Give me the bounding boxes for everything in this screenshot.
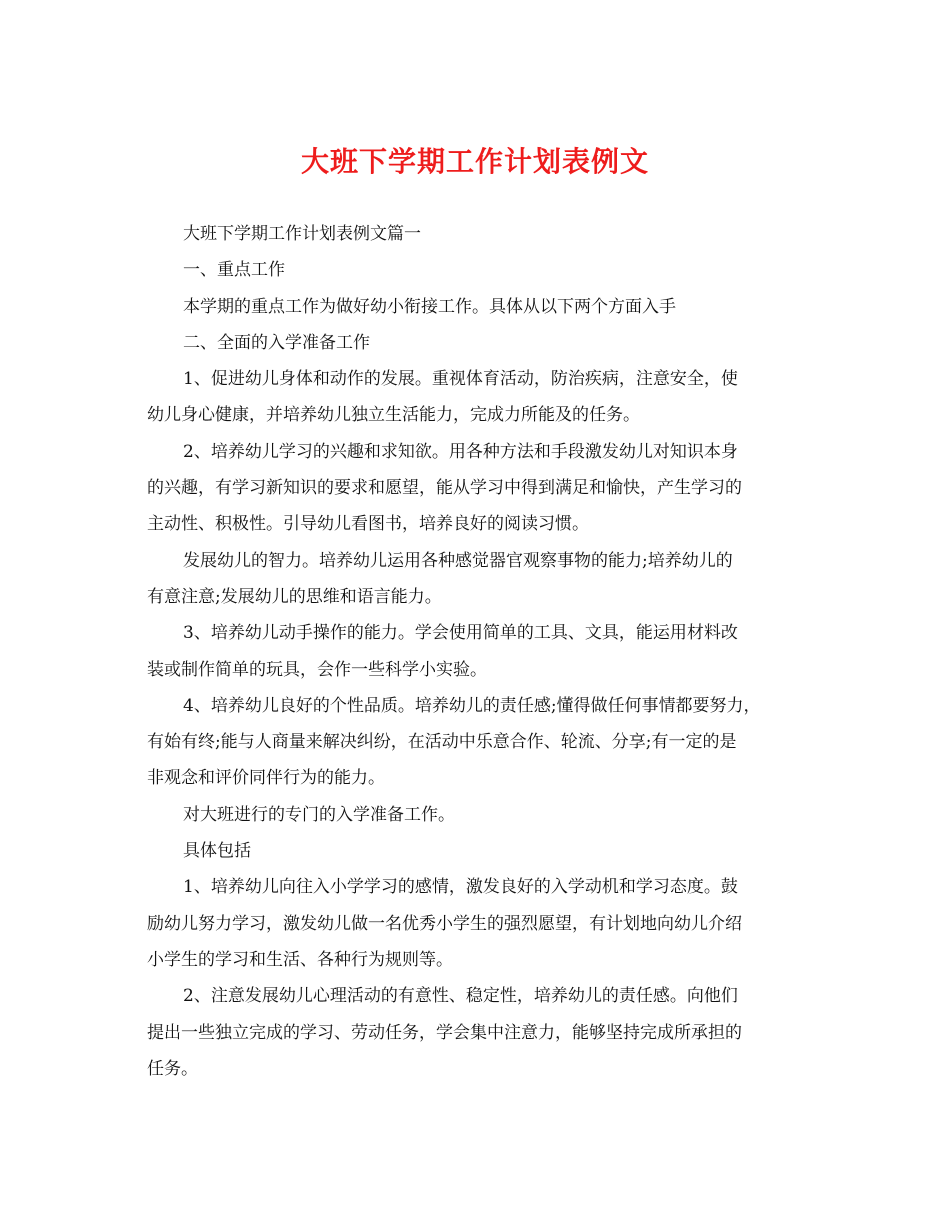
text-line: 3、培养幼儿动手操作的能力。学会使用简单的工具、文具，能运用材料改 bbox=[183, 623, 738, 644]
text-line: 二、全面的入学准备工作 bbox=[183, 332, 370, 353]
text-line: 2、注意发展幼儿心理活动的有意性、稳定性，培养幼儿的责任感。向他们 bbox=[183, 986, 738, 1007]
text-line: 4、培养幼儿良好的个性品质。培养幼儿的责任感;懂得做任何事情都要努力， bbox=[183, 695, 761, 716]
text-line: 非观念和评价同伴行为的能力。 bbox=[147, 768, 385, 789]
document-body bbox=[147, 216, 812, 1087]
document-title: 大班下学期工作计划表例文 bbox=[300, 145, 649, 178]
text-line: 2、培养幼儿学习的兴趣和求知欲。用各种方法和手段激发幼儿对知识本身 bbox=[183, 441, 738, 462]
text-line: 1、促进幼儿身体和动作的发展。重视体育活动，防治疾病，注意安全，使 bbox=[183, 369, 738, 390]
text-line: 装或制作简单的玩具，会作一些科学小实验。 bbox=[147, 659, 487, 680]
text-line: 发展幼儿的智力。培养幼儿运用各种感觉器官观察事物的能力;培养幼儿的 bbox=[183, 550, 733, 571]
text-line: 主动性、积极性。引导幼儿看图书，培养良好的阅读习惯。 bbox=[147, 514, 589, 535]
text-line: 大班下学期工作计划表例文篇一 bbox=[183, 224, 421, 244]
text-line: 幼儿身心健康，并培养幼儿独立生活能力，完成力所能及的任务。 bbox=[147, 405, 640, 426]
text-line: 具体包括 bbox=[183, 841, 251, 862]
text-line: 有始有终;能与人商量来解决纠纷，在活动中乐意合作、轮流、分享;有一定的是 bbox=[147, 732, 737, 753]
text-line: 励幼儿努力学习，激发幼儿做一名优秀小学生的强烈愿望，有计划地向幼儿介绍 bbox=[147, 913, 742, 934]
text-line: 1、培养幼儿向往入小学学习的感情，激发良好的入学动机和学习态度。鼓 bbox=[183, 877, 738, 898]
text-line: 小学生的学习和生活、各种行为规则等。 bbox=[147, 949, 453, 970]
text-line: 对大班进行的专门的入学准备工作。 bbox=[183, 804, 455, 825]
text-line: 任务。 bbox=[147, 1058, 198, 1079]
text-line: 一、重点工作 bbox=[183, 260, 285, 281]
text-line: 提出一些独立完成的学习、劳动任务，学会集中注意力，能够坚持完成所承担的 bbox=[147, 1022, 742, 1043]
text-line: 的兴趣，有学习新知识的要求和愿望，能从学习中得到满足和愉快，产生学习的 bbox=[147, 478, 742, 499]
text-line: 有意注意;发展幼儿的思维和语言能力。 bbox=[147, 586, 442, 607]
text-line: 本学期的重点工作为做好幼小衔接工作。具体从以下两个方面入手 bbox=[183, 296, 676, 317]
